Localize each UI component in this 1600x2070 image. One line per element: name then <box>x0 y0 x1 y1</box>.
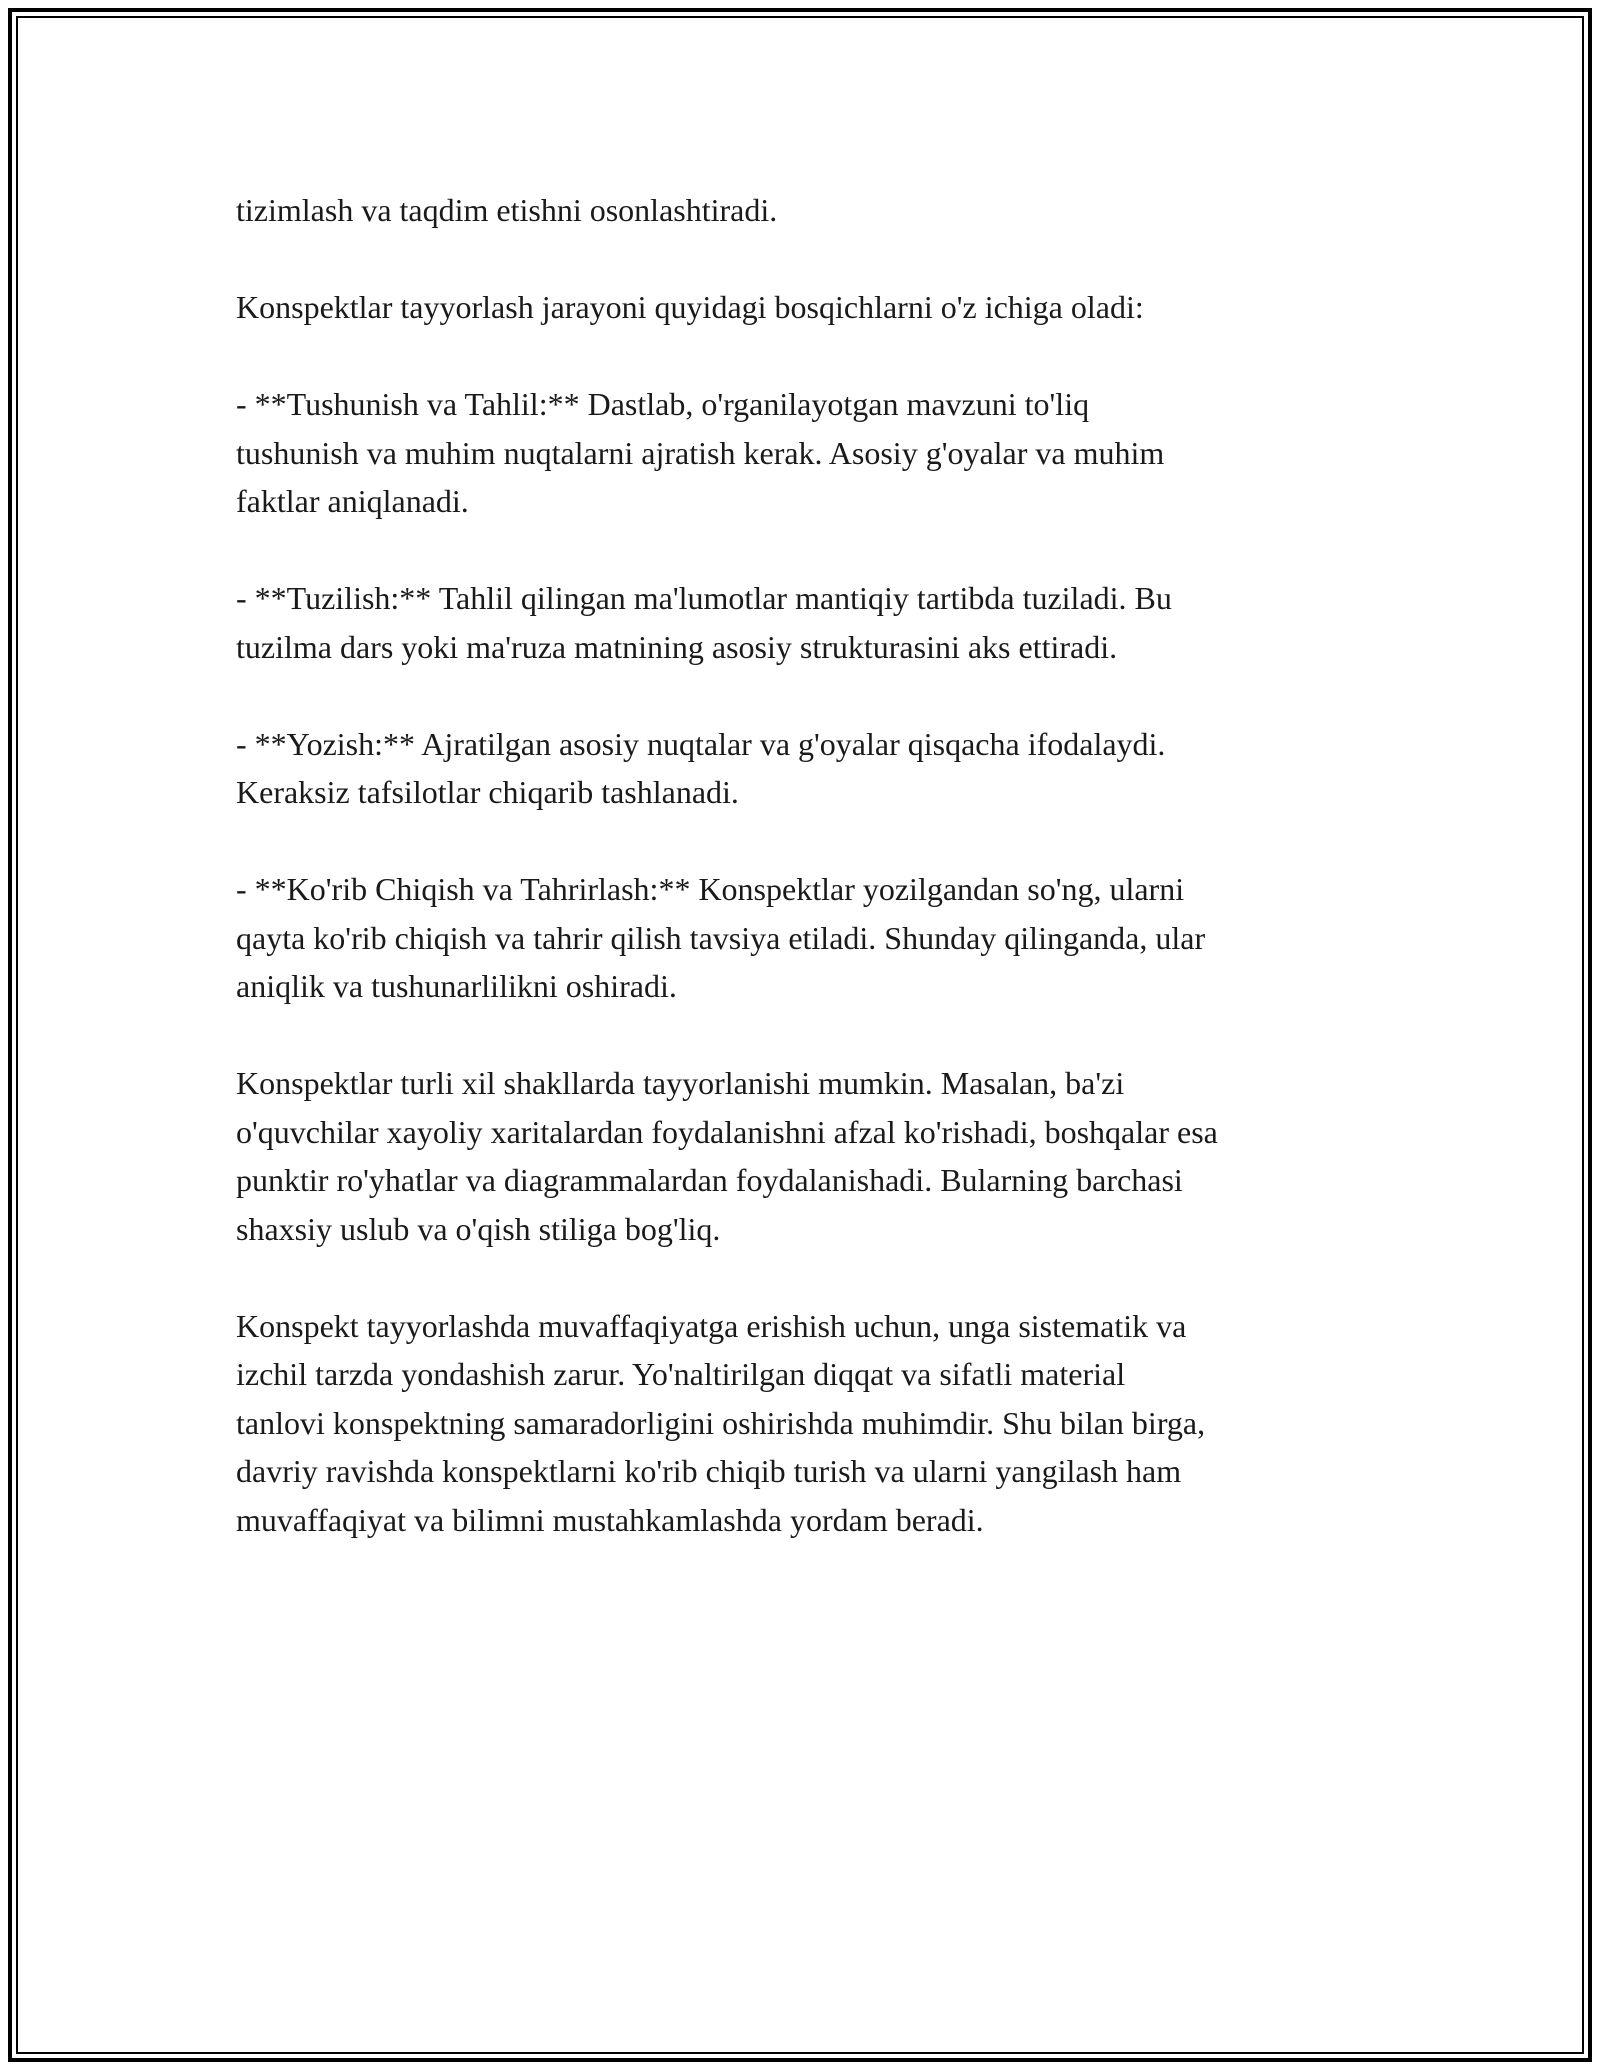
paragraph-conclusion: Konspekt tayyorlashda muvaffaqiyatga erishish uchun, unga sistematik va izchil tarzda yondashish zarur. Yo'naltirilgan diqqat va sifatli material tanlovi konspektning samaradorligini oshirishda muhimdir. Shu bilan birga, davriy ravishda konspektlarni ko'rib chiqib turish va ularni yangilash ham muvaffaqiyat va bilimni mustahkamlashda yordam beradi. <box>236 1307 1206 1538</box>
list-item-reviewing: - **Ko'rib Chiqish va Tahrirlash:** Konspektlar yozilgandan so'ng, ularni qayta ko'rib chiqish va tahrir qilish tavsiya etiladi. Shunday qilinganda, ular aniqlik va tushunarlilikni oshiradi. <box>236 871 1206 1004</box>
paragraph-steps-intro: Konspektlar tayyorlash jarayoni quyidagi bosqichlarni o'z ichiga oladi: <box>236 289 1144 325</box>
list-item-structuring: - **Tuzilish:** Tahlil qilingan ma'lumotlar mantiqiy tartibda tuziladi. Bu tuzilma dars yoki ma'ruza matnining asosiy strukturasini aks ettiradi. <box>236 580 1172 665</box>
paragraph-forms: Konspektlar turli xil shakllarda tayyorlanishi mumkin. Masalan, ba'zi o'quvchilar xayoliy xaritalardan foydalanishni afzal ko'rishadi, boshqalar esa punktir ro'yhatlar va diagrammalardan foydalanishadi. Bularning barchasi shaxsiy uslub va o'qish stiliga bog'liq. <box>236 1065 1218 1247</box>
list-item-writing: - **Yozish:** Ajratilgan asosiy nuqtalar va g'oyalar qisqacha ifodalaydi. Keraksiz tafsilotlar chiqarib tashlanadi. <box>236 725 1166 810</box>
list-item-understanding: - **Tushunish va Tahlil:** Dastlab, o'rganilayotgan mavzuni to'liq tushunish va muhim nuqtalarni ajratish kerak. Asosiy g'oyalar va muhim faktlar aniqlanadi. <box>236 386 1165 519</box>
paragraph-intro-continuation: tizimlash va taqdim etishni osonlashtiradi. <box>236 192 778 228</box>
document-body <box>236 186 1376 1593</box>
